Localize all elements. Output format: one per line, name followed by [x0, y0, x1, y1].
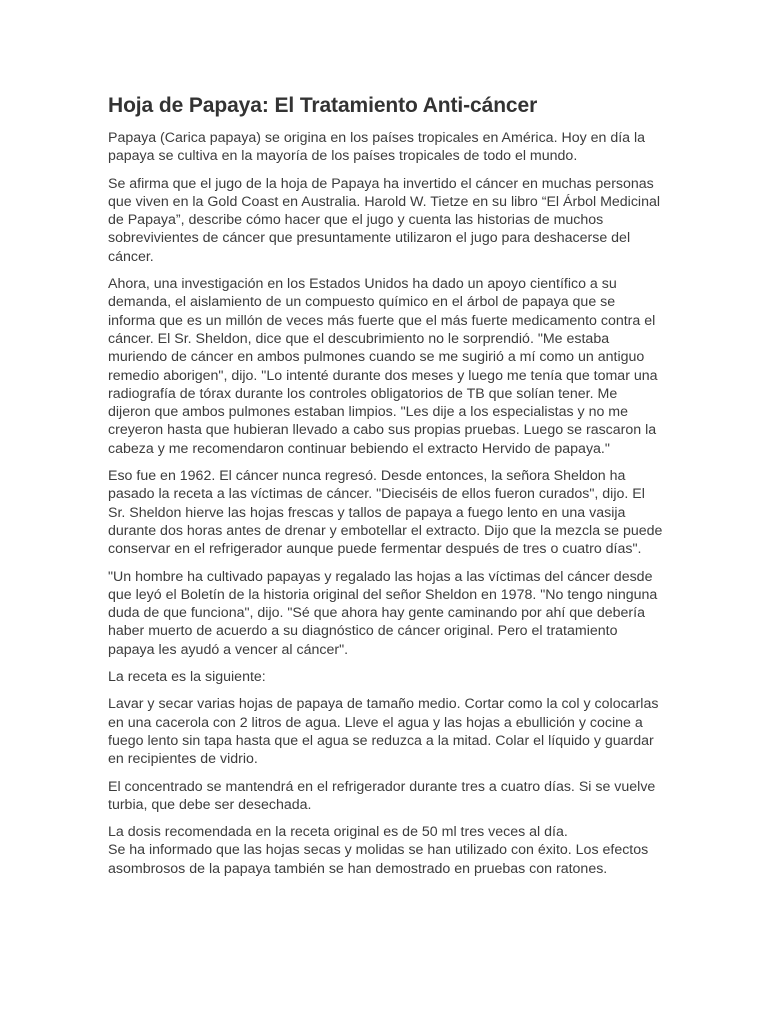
- document-page: [108, 93, 663, 887]
- paragraph-origin: Papaya (Carica papaya) se origina en los países tropicales en América. Hoy en día la papaya se cultiva en la mayoría de los países tropicales de todo el mundo.: [108, 130, 646, 165]
- paragraph-research: Ahora, una investigación en los Estados Unidos ha dado un apoyo científico a su demanda, el aislamiento de un compuesto químico en el árbol de papaya que se informa que es un millón de veces más fuerte que el más fuerte medicamento contra el cáncer. El Sr. Sheldon, dice que el descubrimiento no le sorprendió. "Me estaba muriendo de cáncer en ambos pulmones cuando se me sugirió a mí como un antiguo remedio aborigen", dijo. "Lo intenté durante dos meses y luego me tenía que tomar una radiografía de tórax durante los controles obligatorios de TB que solían tener. Me dijeron que ambos pulmones estaban limpios. "Les dije a los especialistas y no me creyeron hasta que hubieran llevado a cabo sus propias pruebas. Luego se rascaron la cabeza y me recomendaron continuar bebiendo el extracto Hervido de papaya.": [108, 276, 658, 457]
- paragraph-storage: El concentrado se mantendrá en el refrigerador durante tres a cuatro días. Si se vuelve turbia, que debe ser desechada.: [108, 778, 656, 813]
- page-title: Hoja de Papaya: El Tratamiento Anti-cáncer: [108, 94, 538, 117]
- paragraph-dosage: La dosis recomendada en la receta original es de 50 ml tres veces al día.: [108, 824, 568, 841]
- paragraph-recipe-intro: La receta es la siguiente:: [108, 669, 266, 686]
- paragraph-testimony: "Un hombre ha cultivado papayas y regalado las hojas a las víctimas del cáncer desde que leyó el Boletín de la historia original del señor Sheldon en 1978. "No tengo ninguna duda de que funciona", dijo. "Sé que ahora hay gente caminando por ahí que debería haber muerto de acuerdo a su diagnóstico de cáncer original. Pero el tratamiento papaya les ayudó a vencer al cáncer".: [108, 568, 658, 658]
- paragraph-claim: Se afirma que el jugo de la hoja de Papaya ha invertido el cáncer en muchas personas que viven en la Gold Coast en Australia. Harold W. Tietze en su libro “El Árbol Medicinal de Papaya”, describe cómo hacer que el jugo y cuenta las historias de muchos sobrevivientes de cáncer que presuntamente utilizaron el jugo para deshacerse del cáncer.: [108, 175, 661, 265]
- paragraph-recipe-steps: Lavar y secar varias hojas de papaya de tamaño medio. Cortar como la col y colocarlas en una cacerola con 2 litros de agua. Lleve el agua y las hojas a ebullición y cocine a fuego lento sin tapa hasta que el agua se reduzca a la mitad. Colar el líquido y guardar en recipientes de vidrio.: [108, 696, 659, 768]
- paragraph-history: Eso fue en 1962. El cáncer nunca regresó. Desde entonces, la señora Sheldon ha pasado la receta a las víctimas de cáncer. "Dieciséis de ellos fueron curados", dijo. El Sr. Sheldon hierve las hojas frescas y tallos de papaya a fuego lento en una vasija durante dos horas antes de drenar y embotellar el extracto. Dijo que la mezcla se puede conservar en el refrigerador aunque puede fermentar después de tres o cuatro días".: [108, 468, 663, 558]
- paragraph-dried-leaves: Se ha informado que las hojas secas y molidas se han utilizado con éxito. Los efectos asombrosos de la papaya también se han demostrado en pruebas con ratones.: [108, 842, 649, 877]
